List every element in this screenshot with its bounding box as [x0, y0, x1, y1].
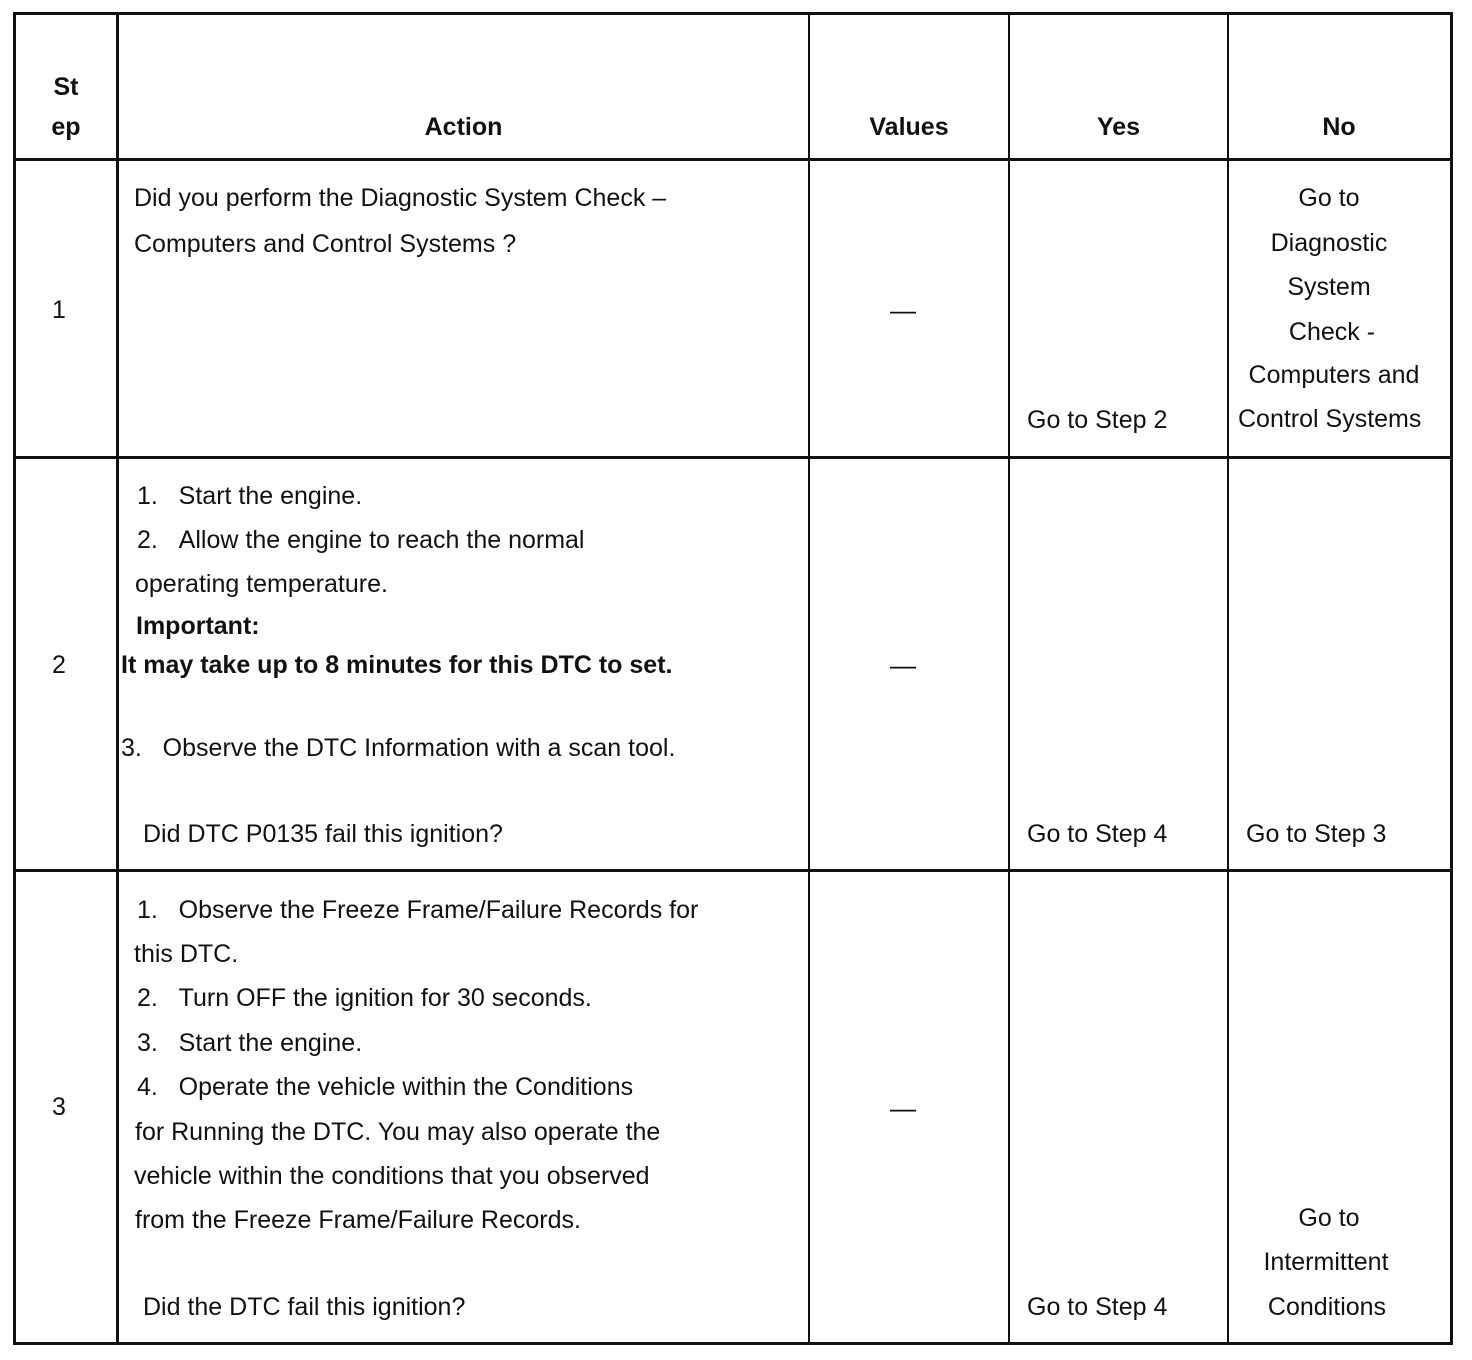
action-text: from the Freeze Frame/Failure Records.: [135, 1206, 581, 1234]
step-number: 1: [52, 296, 66, 324]
action-text: 4. Operate the vehicle within the Conditions: [137, 1073, 634, 1101]
column-divider: [1008, 12, 1010, 1345]
value-dash: —: [890, 650, 916, 680]
important-note: It may take up to 8 minutes for this DTC to set.: [121, 651, 673, 679]
no-result: Control Systems: [1238, 405, 1422, 433]
action-question: Did DTC P0135 fail this ignition?: [143, 820, 503, 848]
no-result: Diagnostic: [1270, 229, 1388, 257]
no-result: Go to: [1298, 184, 1360, 212]
yes-result: Go to Step 4: [1027, 820, 1168, 848]
action-text: 1. Start the engine.: [137, 482, 363, 510]
action-text: 3. Start the engine.: [137, 1029, 363, 1057]
action-text: Computers and Control Systems ?: [134, 230, 517, 258]
action-question: Did the DTC fail this ignition?: [143, 1293, 466, 1321]
action-text: 2. Allow the engine to reach the normal: [137, 526, 585, 554]
row-divider: [13, 456, 1453, 459]
action-text: operating temperature.: [135, 570, 388, 598]
no-result: Go to Step 3: [1246, 820, 1387, 848]
no-result: Go to: [1298, 1204, 1360, 1232]
action-text: 3. Observe the DTC Information with a scan tool.: [121, 734, 676, 762]
header-no: No: [1322, 113, 1356, 141]
step-number: 3: [52, 1093, 66, 1121]
action-text: this DTC.: [134, 940, 239, 968]
important-label: Important:: [136, 612, 260, 640]
step-number: 2: [52, 651, 66, 679]
action-text: vehicle within the conditions that you observed: [134, 1162, 650, 1190]
header-yes: Yes: [1096, 113, 1141, 141]
row-divider: [13, 869, 1453, 872]
row-divider: [13, 158, 1453, 161]
value-dash: —: [890, 295, 916, 325]
action-text: Did you perform the Diagnostic System Check –: [134, 184, 667, 212]
value-dash: —: [890, 1093, 916, 1123]
no-result: Conditions: [1267, 1293, 1387, 1321]
no-result: Check -: [1288, 318, 1376, 346]
yes-result: Go to Step 4: [1027, 1293, 1168, 1321]
action-text: 2. Turn OFF the ignition for 30 seconds.: [137, 984, 592, 1012]
yes-result: Go to Step 2: [1027, 406, 1168, 434]
action-text: for Running the DTC. You may also operate the: [135, 1118, 661, 1146]
action-text: 1. Observe the Freeze Frame/Failure Records for: [137, 896, 699, 924]
no-result: System: [1287, 273, 1371, 301]
header-values: Values: [869, 113, 949, 141]
column-divider: [116, 12, 119, 1345]
header-step-line1: St: [53, 73, 79, 101]
no-result: Intermittent: [1263, 1248, 1389, 1276]
header-step-line2: ep: [51, 113, 81, 141]
no-result: Computers and: [1248, 361, 1420, 389]
header-action: Action: [424, 113, 503, 141]
